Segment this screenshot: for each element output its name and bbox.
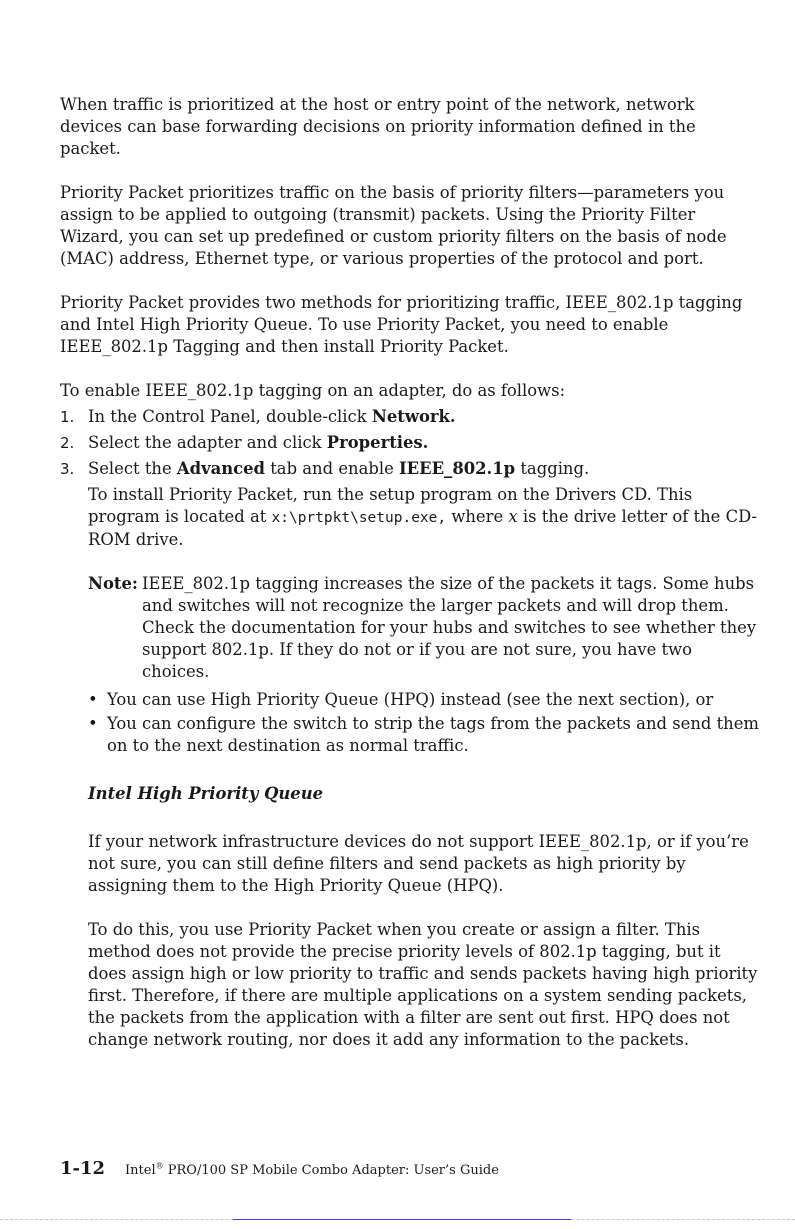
registered-mark: ®	[155, 1161, 164, 1171]
choices-list	[60, 689, 760, 757]
page-footer	[60, 1158, 760, 1179]
link-underline	[233, 1219, 571, 1220]
install-paragraph	[60, 484, 760, 551]
setup-path: x:\prtpkt\setup.exe,	[271, 510, 447, 526]
install-text: where	[446, 507, 509, 526]
bullet-text: You can use High Priority Queue (HPQ) instead (see the next section), or	[107, 690, 714, 709]
install-text: To install Priority Packet, run the setup program on the Drivers CD. This program is located at	[88, 485, 693, 526]
step-2	[60, 432, 760, 454]
note-text: IEEE_802.1p tagging increases the size of the packets it tags. Some hubs and switches will not recognize the larger packets and will drop them. Check the documentation for your hubs and switches to see whether they support 802.1p. If they do not or if you are not sure, you have two choices.	[142, 574, 757, 681]
step-bold-term: Network.	[371, 407, 456, 426]
bullet-text: You can configure the switch to strip the tags from the packets and send them on to the next destination as normal traffic.	[107, 714, 759, 755]
step-text: In the Control Panel, double-click	[88, 407, 372, 426]
step-bold-term: IEEE_802.1p	[399, 459, 516, 478]
list-item	[88, 689, 760, 711]
paragraph-traffic-prioritization: When traffic is prioritized at the host or entry point of the network, network devices can base forwarding decisions on priority information defined in the packet.	[60, 95, 696, 158]
section-paragraph-method: To do this, you use Priority Packet when you create or assign a filter. This method does not provide the precise priority levels of 802.1p tagging, but it does assign high or low priority to traffic and sends packets having high priority first. Therefore, if there are multiple applications on a system sending packets, the packets from the application with a filter are sent out first. HPQ does not change network routing, nor does it add any information to the packets.	[88, 920, 758, 1049]
list-item	[88, 713, 760, 757]
step-text: Select the adapter and click	[88, 433, 327, 452]
paragraph-enable-intro: To enable IEEE_802.1p tagging on an adapter, do as follows:	[60, 381, 566, 400]
step-1	[60, 406, 760, 428]
section-heading: Intel High Priority Queue	[88, 784, 324, 803]
footer-title: PRO/100 SP Mobile Combo Adapter: User’s Guide	[163, 1163, 499, 1178]
paragraph-priority-methods: Priority Packet provides two methods for prioritizing traffic, IEEE_802.1p tagging and Intel High Priority Queue. To use Priority Packet, you need to enable IEEE_802.1p Tagging and then install Priority Packet.	[60, 293, 743, 356]
bullet-icon: •	[88, 714, 98, 733]
step-3	[60, 458, 760, 480]
footer-brand: Intel	[125, 1163, 156, 1178]
step-text: tab and enable	[265, 459, 399, 478]
bullet-icon: •	[88, 690, 98, 709]
steps-list	[60, 406, 760, 480]
paragraph-priority-filters: Priority Packet prioritizes traffic on the basis of priority filters—parameters you assign to be applied to outgoing (transmit) packets. Using the Priority Filter Wizard, you can set up predefined or custom priority filters on the basis of node (MAC) address, Ethernet type, or various properties of the protocol and port.	[60, 183, 727, 268]
step-bold-term: Properties.	[326, 433, 429, 452]
step-number: 2.	[60, 434, 75, 452]
page-body	[60, 94, 760, 1051]
note-label: Note:	[88, 574, 138, 593]
section-paragraph-hpq: If your network infrastructure devices do not support IEEE_802.1p, or if you’re not sure, you can still define filters and send packets as high priority by assigning them to the High Priority Queue (HPQ).	[88, 832, 749, 895]
step-text: tagging.	[515, 459, 590, 478]
note-block	[60, 573, 760, 683]
step-bold-term: Advanced	[176, 459, 266, 478]
drive-variable: x	[508, 507, 518, 526]
step-text: Select the	[88, 459, 177, 478]
step-number: 3.	[60, 460, 75, 478]
step-number: 1.	[60, 408, 75, 426]
page-number: 1-12	[60, 1158, 106, 1179]
install-text: is the drive letter of the CD-ROM drive.	[88, 507, 758, 549]
